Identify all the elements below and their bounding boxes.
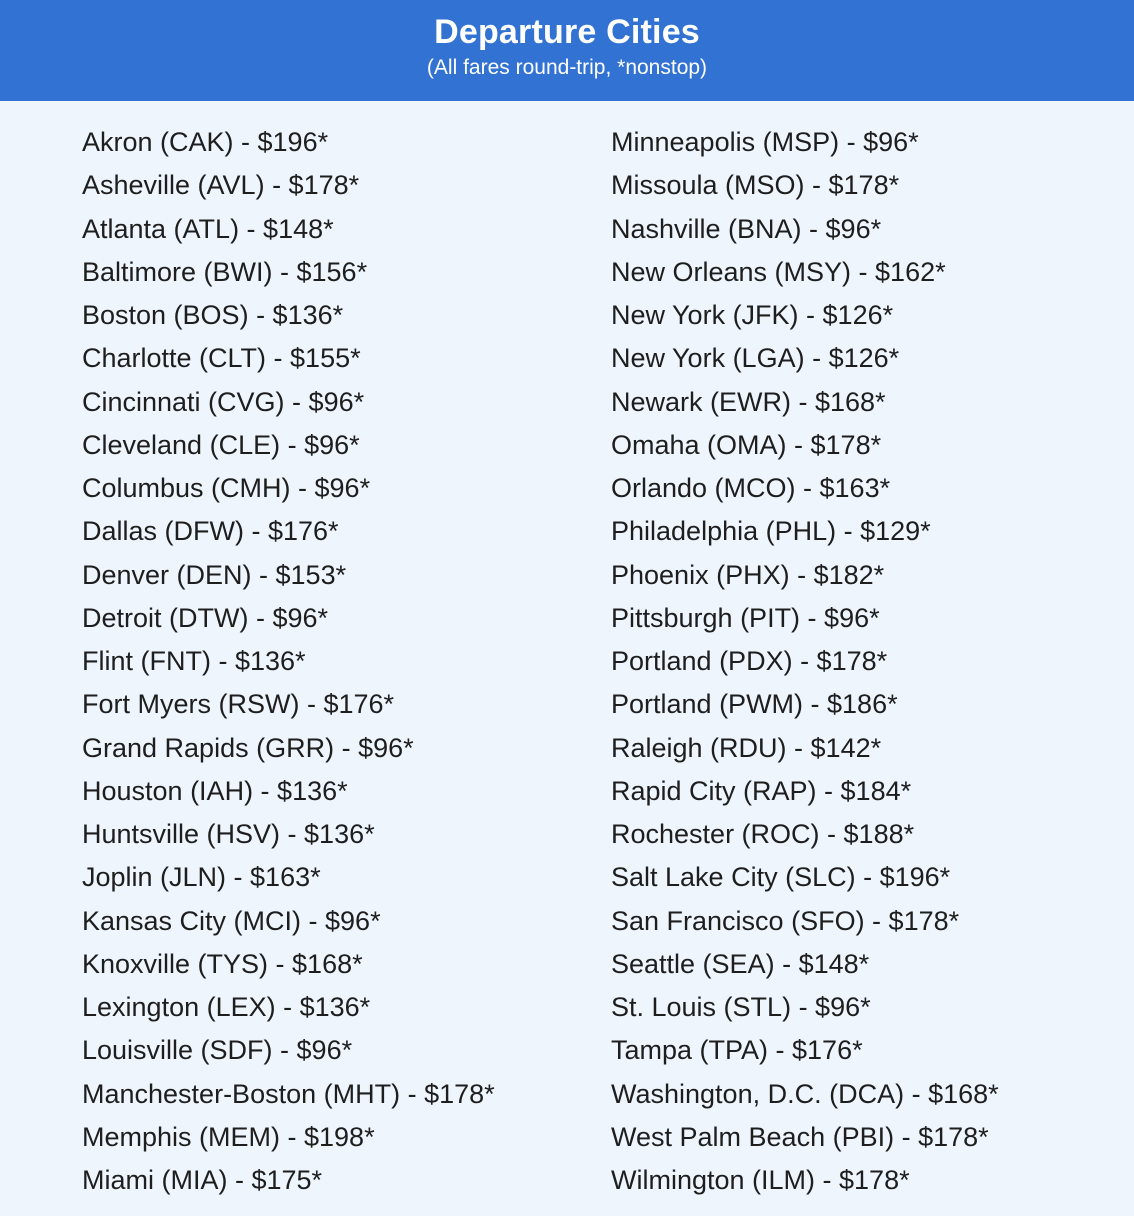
city-list-item: Asheville (AVL) - $178* [82, 170, 360, 201]
city-list-item: Rochester (ROC) - $188* [611, 819, 915, 849]
city-list-item: Fort Myers (RSW) - $176* [82, 689, 395, 720]
city-list-item: Minneapolis (MSP) - $96* [611, 127, 919, 157]
city-list-item: Flint (FNT) - $136* [82, 646, 306, 676]
city-list-item: West Palm Beach (PBI) - $178* [611, 1121, 989, 1152]
city-list-item: Baltimore (BWI) - $156* [82, 256, 368, 287]
header-banner [0, 0, 1134, 101]
city-list-item: Washington, D.C. (DCA) - $168* [611, 1078, 999, 1109]
city-list-item: Cleveland (CLE) - $96* [82, 429, 360, 460]
city-list-item: Dallas (DFW) - $176* [82, 516, 339, 547]
city-list-item: Grand Rapids (GRR) - $96* [82, 732, 414, 763]
city-list-item: San Francisco (SFO) - $178* [611, 905, 960, 936]
city-list-item: Charlotte (CLT) - $155* [82, 343, 361, 374]
page-subtitle: (All fares round-trip, *nonstop) [426, 56, 708, 79]
city-list-item: Pittsburgh (PIT) - $96* [611, 602, 880, 633]
city-list-item: Nashville (BNA) - $96* [611, 213, 882, 244]
city-list-item: Omaha (OMA) - $178* [611, 429, 882, 460]
city-list-item: Salt Lake City (SLC) - $196* [611, 862, 951, 893]
city-list-item: Huntsville (HSV) - $136* [82, 819, 375, 849]
city-list-item: New York (JFK) - $126* [611, 300, 894, 330]
city-list-item: Miami (MIA) - $175* [82, 1165, 323, 1195]
city-list-item: Wilmington (ILM) - $178* [611, 1165, 910, 1195]
city-list-item: New York (LGA) - $126* [611, 343, 900, 374]
city-list-item: Detroit (DTW) - $96* [82, 602, 329, 633]
city-list-item: Kansas City (MCI) - $96* [82, 905, 381, 936]
city-list-item: Rapid City (RAP) - $184* [611, 775, 912, 806]
city-list-item: Boston (BOS) - $136* [82, 300, 344, 330]
city-list-item: Orlando (MCO) - $163* [611, 473, 891, 503]
city-list-item: Tampa (TPA) - $176* [611, 1035, 863, 1066]
city-list-item: Cincinnati (CVG) - $96* [82, 386, 365, 417]
city-list-item: Lexington (LEX) - $136* [82, 992, 371, 1022]
page-title: Departure Cities [434, 13, 700, 51]
city-list-item: Portland (PDX) - $178* [611, 646, 888, 676]
city-list-item: Portland (PWM) - $186* [611, 689, 898, 720]
city-list-item: Joplin (JLN) - $163* [82, 862, 321, 893]
city-list-item: Memphis (MEM) - $198* [82, 1121, 375, 1152]
city-list-item: Louisville (SDF) - $96* [82, 1035, 353, 1066]
city-list-item: Raleigh (RDU) - $142* [611, 732, 882, 763]
city-list-item: Seattle (SEA) - $148* [611, 948, 870, 979]
city-list-item: Knoxville (TYS) - $168* [82, 948, 363, 979]
city-list-item: Phoenix (PHX) - $182* [611, 559, 885, 590]
city-list-item: Columbus (CMH) - $96* [82, 473, 371, 503]
city-list-item: Denver (DEN) - $153* [82, 559, 347, 590]
city-list-item: Akron (CAK) - $196* [82, 127, 329, 157]
city-list-item: Houston (IAH) - $136* [82, 775, 348, 806]
city-list-item: Newark (EWR) - $168* [611, 386, 886, 417]
city-list-item: Manchester-Boston (MHT) - $178* [82, 1078, 495, 1109]
city-list-item: Missoula (MSO) - $178* [611, 170, 900, 201]
city-list-item: New Orleans (MSY) - $162* [611, 256, 946, 287]
city-list-item: Atlanta (ATL) - $148* [82, 213, 334, 244]
city-list-left [82, 121, 495, 1202]
city-list-container [0, 101, 1134, 1216]
city-list-item: Philadelphia (PHL) - $129* [611, 516, 931, 547]
city-list-right [611, 121, 999, 1202]
city-list-item: St. Louis (STL) - $96* [611, 992, 871, 1022]
